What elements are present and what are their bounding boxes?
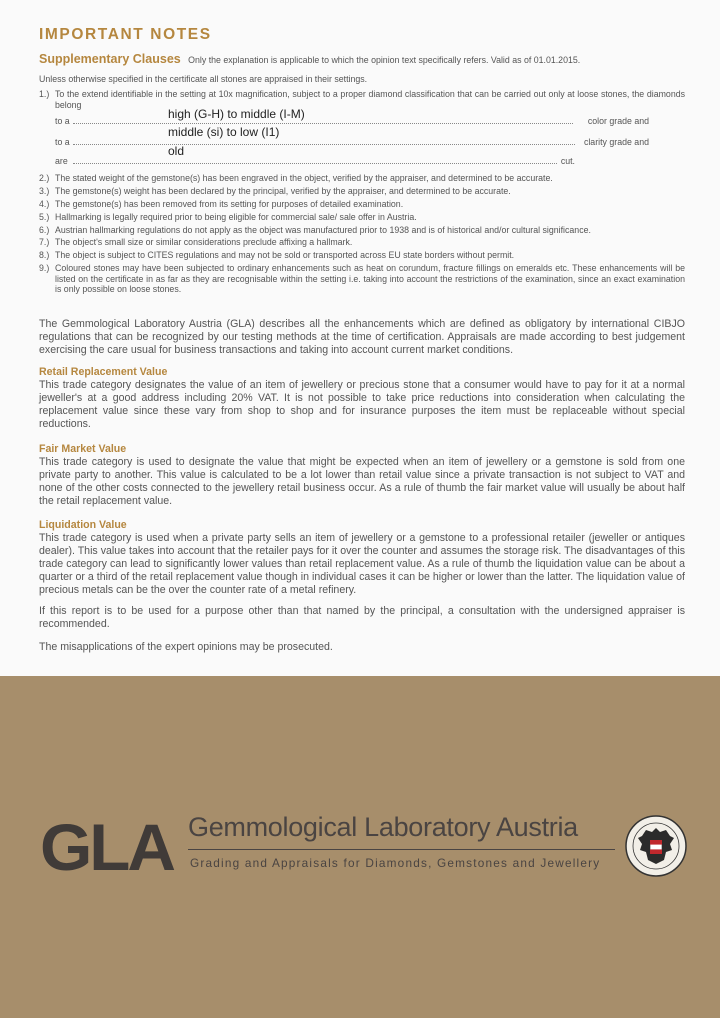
- divider: [188, 849, 615, 850]
- clause-item: [39, 186, 685, 197]
- clause-number: 2.): [39, 173, 50, 183]
- fair-market-section: [39, 443, 685, 508]
- color-grade-value: high (G-H) to middle (I-M): [168, 107, 305, 121]
- section-paragraph: This trade category designates the value of an item of jewellery or precious stone that a consumer would have to pay for it at a normal jeweller's at a good address including 20% VAT. It is not possible to take price reductions into consideration when calculating the replacement value since these vary from shop to shop and for insurance purposes the item must be replaceable without special reductions.: [39, 379, 685, 430]
- austrian-eagle-seal-icon: [624, 814, 688, 878]
- dotted-leader: [73, 144, 575, 145]
- fill-row-prefix: are: [55, 156, 68, 166]
- appraisal-scope-note: Unless otherwise specified in the certificate all stones are appraised in their settings.: [39, 74, 368, 84]
- retail-value-section: [39, 366, 685, 431]
- supplementary-clauses-title: Supplementary Clauses: [39, 52, 181, 66]
- clause-item: [39, 237, 685, 248]
- clause-text: The object's small size or similar considerations preclude affixing a hallmark.: [55, 237, 353, 248]
- fill-row-prefix: to a: [55, 116, 70, 126]
- dotted-leader: [73, 123, 573, 124]
- gla-logo: GLA: [40, 810, 173, 884]
- dotted-leader: [73, 163, 557, 164]
- section-paragraph: This trade category is used to designate the value that might be expected when an item of jewellery or a gemstone is sold from one private party to another. This value is calculated to be a lot lower than retail value since a private transaction is not subject to VAT and none of the other costs connected to the jewellery retail business occur. As a rule of thumb the fair market value will usually be about half the retail replacement value.: [39, 456, 685, 507]
- purpose-paragraph: If this report is to be used for a purpose other than that named by the principal, a consultation with the undersigned appraiser is recommended.: [39, 605, 685, 630]
- clause-text: The gemstone(s) weight has been declared by the principal, verified by the appraiser, and determined to be accurate.: [55, 185, 511, 196]
- clause-item: [39, 199, 685, 210]
- clarity-grade-row: [55, 133, 649, 147]
- fill-row-suffix: cut.: [560, 156, 575, 166]
- purpose-block: [39, 605, 685, 631]
- section-heading: Fair Market Value: [39, 443, 127, 455]
- cut-value: old: [168, 144, 185, 158]
- clause-1: [39, 89, 685, 110]
- clause-text: Coloured stones may have been subjected to ordinary enhancements such as heat on corundum, fracture fillings on emeralds etc. These enhancements will be listed on the certificate in as far as they are recognisable within the setting i.e. taking into account the restrictions of the examination, since an exact examination is only possible on loose stones.: [55, 263, 685, 295]
- clause-text: The gemstone(s) has been removed from its setting for purposes of detailed examination.: [55, 198, 404, 209]
- lab-name: Gemmological Laboratory Austria: [188, 812, 578, 842]
- clause-number: 8.): [39, 250, 50, 261]
- supplementary-clauses-text: Only the explanation is applicable to which the opinion text specifically refers. Valid as of 01.01.2015.: [188, 55, 581, 65]
- fill-row-suffix: color grade and: [587, 116, 649, 126]
- cut-row: [55, 152, 649, 166]
- clause-item: [39, 173, 685, 184]
- clause-text: To the extend identifiable in the setting at 10x magnification, subject to a proper diamond classification that can be carried out only at loose stones, the diamonds belong: [55, 89, 685, 110]
- page-title: IMPORTANT NOTES: [39, 26, 212, 43]
- clause-number: 3.): [39, 185, 50, 196]
- clause-text: Austrian hallmarking regulations do not apply as the object was manufactured prior to 1938 and is of historical and/or cultural significance.: [55, 224, 591, 235]
- fill-row-suffix: clarity grade and: [583, 137, 649, 147]
- clause-list: [39, 173, 685, 297]
- section-heading: Retail Replacement Value: [39, 366, 168, 378]
- clause-number: 1.): [39, 89, 50, 99]
- clause-number: 7.): [39, 237, 50, 248]
- clause-item: [39, 263, 685, 295]
- supplementary-clauses-line: [39, 50, 580, 68]
- color-grade-row: [55, 112, 649, 126]
- clause-number: 5.): [39, 211, 50, 222]
- clause-number: 9.): [39, 263, 50, 274]
- fill-row-prefix: to a: [55, 137, 70, 147]
- section-heading: Liquidation Value: [39, 519, 127, 531]
- gla-intro-paragraph: The Gemmological Laboratory Austria (GLA) describes all the enhancements which are defined as obligatory by international CIBJO regulations that can be recognized by our testing methods at the time of certification. Appraisals are made according to best judgement exercising the care usual for business transactions and taking into account current market conditions.: [39, 318, 685, 356]
- liquidation-section: [39, 519, 685, 597]
- clause-item: [39, 212, 685, 223]
- lab-tagline: Grading and Appraisals for Diamonds, Gemstones and Jewellery: [190, 856, 601, 870]
- clause-item: [39, 225, 685, 236]
- misapplication-paragraph: The misapplications of the expert opinions may be prosecuted.: [39, 641, 333, 653]
- clause-text: Hallmarking is legally required prior to being eligible for commercial sale/ sale offer in Austria.: [55, 211, 417, 222]
- clause-number: 6.): [39, 224, 50, 235]
- clause-text: The object is subject to CITES regulations and may not be sold or transported across EU state borders without permit.: [55, 250, 515, 261]
- misapplication-block: [39, 641, 685, 654]
- clause-text: The stated weight of the gemstone(s) has been engraved in the object, verified by the appraiser, and determined to be accurate.: [55, 173, 553, 183]
- clause-item: [39, 250, 685, 261]
- gla-intro-block: [39, 318, 685, 357]
- clause-number: 4.): [39, 198, 50, 209]
- section-paragraph: This trade category is used when a private party sells an item of jewellery or a gemstone to a professional retailer (jeweller or antiques dealer). This value takes into account that the retailer pays for it over the counter and assumes the storage risk. The disadvantages of this trade category can lead to significantly lower values than retail replacement value. As a rule of thumb the liquidation value can be about a quarter or a third of the retail replacement value though in individual cases it can be higher or lower than the latter. The liquidation value of precious metals can be the over the counter rate of a metal refinery.: [39, 532, 685, 596]
- clarity-grade-value: middle (si) to low (I1): [168, 125, 280, 139]
